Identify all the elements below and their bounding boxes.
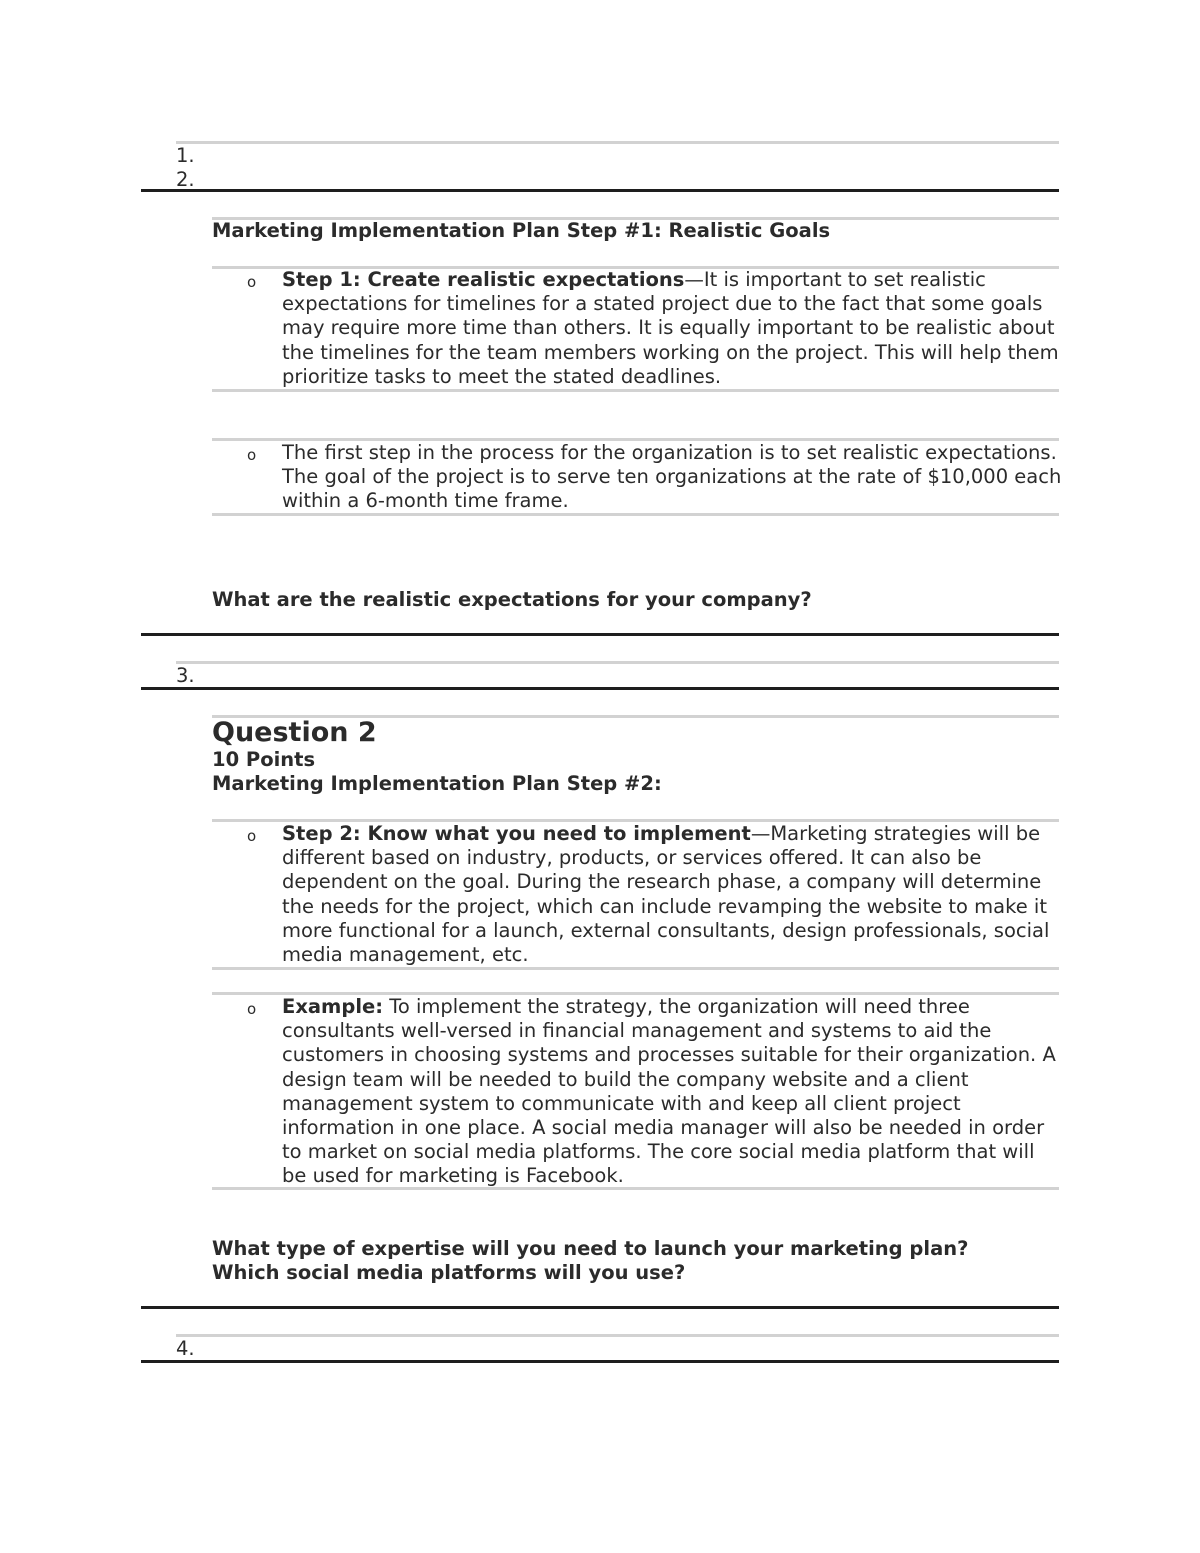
section1-item1-text: —It is important to set realistic expectations for timelines for a stated project due to the fact that some goals may require more time than others. It is equally important to be realistic about the timelines for the team members working on the project. This will help them prioritize tasks to meet the stated deadlines. [282,268,1059,388]
section1-question: What are the realistic expectations for your company? [212,588,812,611]
list-number-3: 3. [176,664,195,687]
divider [212,513,1059,516]
question2-item1-lead: Step 2: Know what you need to implement [282,822,751,845]
list-number-1: 1. [176,144,195,167]
question2-points: 10 Points [212,748,316,771]
divider [141,687,1059,690]
divider [212,389,1059,392]
section1-item2: The first step in the process for the organization is to set realistic expectations. The goal of the project is to serve ten organizations at the rate of $10,000 each within a 6-month time frame. [282,441,1062,513]
bullet-marker: o [247,446,257,464]
question2-item2 [282,995,1062,1189]
divider [212,1187,1059,1190]
question2-question-line2: Which social media platforms will you use? [212,1261,686,1284]
question2-question-line1: What type of expertise will you need to launch your marketing plan? [212,1237,969,1260]
section1-item1 [282,268,1062,389]
divider [141,1360,1059,1363]
bullet-marker: o [247,273,257,291]
divider [176,1334,1059,1337]
question2-heading: Marketing Implementation Plan Step #2: [212,772,662,795]
divider [176,661,1059,664]
question2-item2-lead: Example: [282,995,384,1018]
list-number-4: 4. [176,1337,195,1360]
divider [176,141,1059,144]
section1-heading: Marketing Implementation Plan Step #1: Realistic Goals [212,219,831,242]
divider [141,633,1059,636]
question2-title: Question 2 [212,717,377,748]
divider [141,189,1059,192]
bullet-marker: o [247,1000,257,1018]
divider [212,967,1059,970]
question2-item1 [282,822,1062,967]
divider [141,1306,1059,1309]
bullet-marker: o [247,827,257,845]
question2-item1-text: —Marketing strategies will be different based on industry, products, or services offered. It can also be dependent on the goal. During the research phase, a company will determine the needs for the project, which can include revamping the website to make it more functional for a launch, external consultants, design professionals, social media management, etc. [282,822,1050,967]
section1-item1-lead: Step 1: Create realistic expectations [282,268,685,291]
question2-item2-text: To implement the strategy, the organization will need three consultants well-versed in financial management and systems to aid the customers in choosing systems and processes suitable for their organization. A design team will be needed to build the company website and a client management system to communicate with and keep all client project information in one place. A social media manager will also be needed in order to market on social media platforms. The core social media platform that will be used for marketing is Facebook. [282,995,1056,1188]
list-number-2: 2. [176,168,195,191]
